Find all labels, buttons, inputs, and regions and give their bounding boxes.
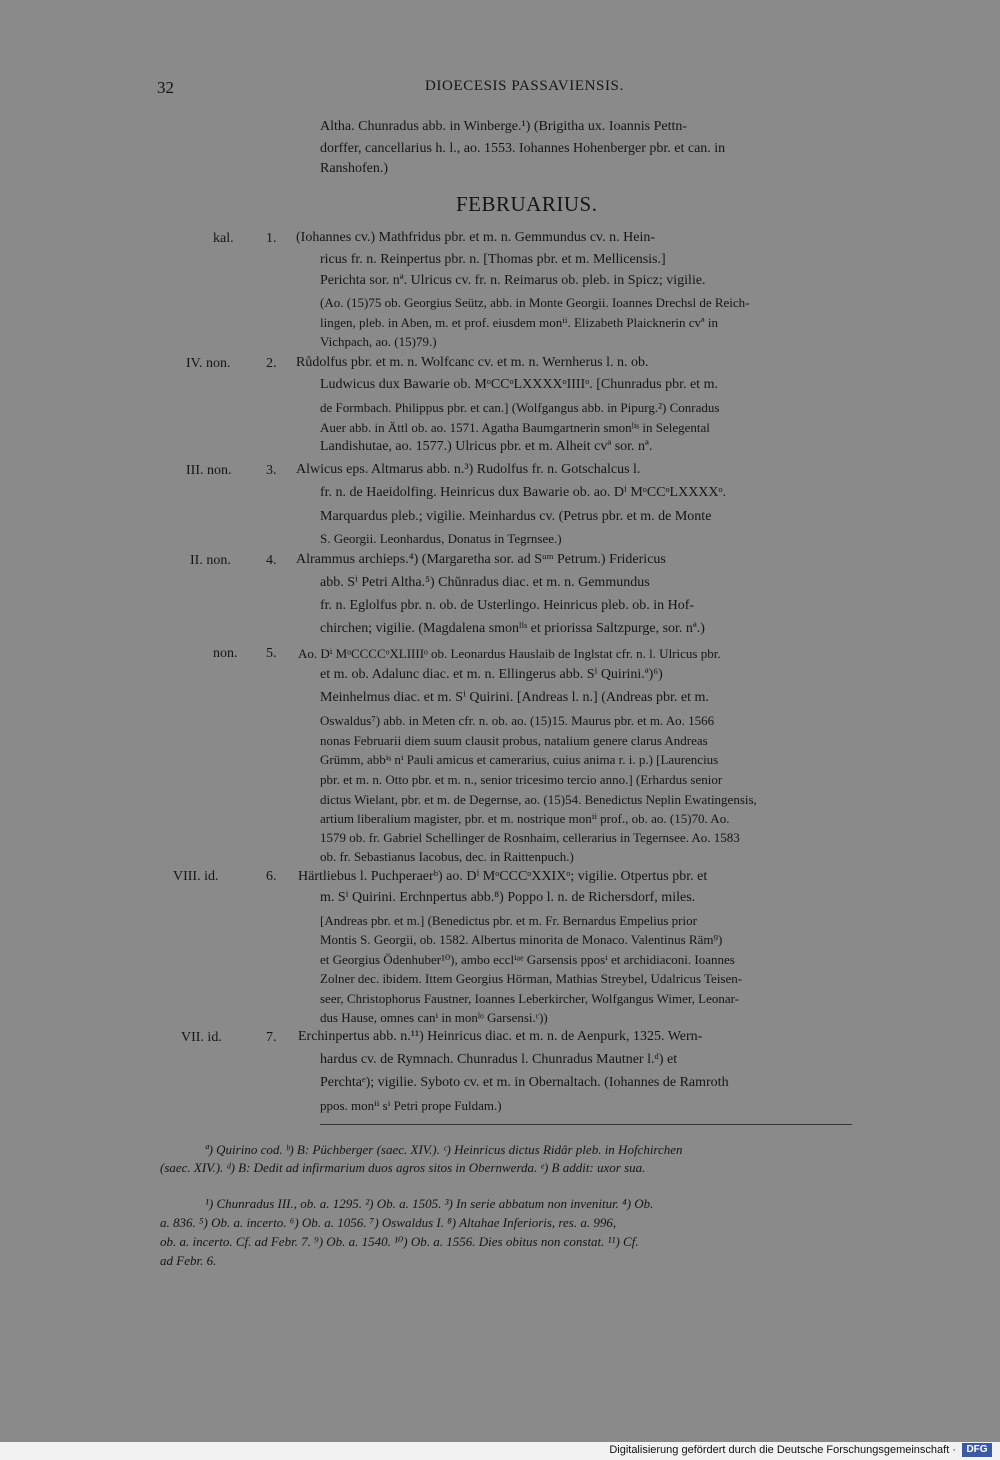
footnote-rule <box>320 1124 852 1125</box>
entry-line: Vichpach, ao. (15)79.) <box>320 334 437 349</box>
entry-line: Oswaldus⁷) abb. in Meten cfr. n. ob. ao. (15)15. Maurus pbr. et m. Ao. 1566 <box>320 713 715 728</box>
entry-line: nonas Februarii diem suum clausit probus, natalium genere clarus Andreas <box>320 733 708 748</box>
day-number: 4. <box>266 553 277 568</box>
entry-line: Erchinpertus abb. n.¹¹) Heinricus diac. et m. n. de Aenpurk, 1325. Wern- <box>298 1029 703 1044</box>
day-label: VIII. id. <box>173 869 219 884</box>
entry-line: Montis S. Georgii, ob. 1582. Albertus minorita de Monaco. Valentinus Räm⁹) <box>320 932 723 947</box>
entry-line: Perichta sor. nª. Ulricus cv. fr. n. Reimarus ob. pleb. in Spicz; vigilie. <box>320 273 706 288</box>
entry-line: Ao. Dⁱ MᵒCCCCᵒXLIIIIᵒ ob. Leonardus Hauslaib de Inglstat cfr. n. l. Ulricus pbr. <box>298 646 721 661</box>
entry-line: Marquardus pleb.; vigilie. Meinhardus cv. (Petrus pbr. et m. de Monte <box>320 509 712 524</box>
day-label: III. non. <box>186 463 232 478</box>
entry-line: Zolner dec. ibidem. Ittem Georgius Hörman, Mathias Streybel, Udalricus Teisen- <box>320 971 743 986</box>
entry-line: dus Hause, omnes canⁱ in monˡᵒ Garsensi.ᶜ)) <box>320 1010 548 1025</box>
day-label: kal. <box>213 231 234 246</box>
day-label: VII. id. <box>181 1030 222 1045</box>
entry-line: pbr. et m. n. Otto pbr. et m. n., senior tricesimo tercio anno.] (Erhardus senior <box>320 772 723 787</box>
entry-line: Ludwicus dux Bawarie ob. MᵒCCᵒLXXXXᵒIIIIᵒ. [Chunradus pbr. et m. <box>320 377 718 392</box>
entry-line: abb. Sⁱ Petri Altha.⁵) Chŭnradus diac. et m. n. Gemmundus <box>320 575 650 590</box>
entry-line: m. Sⁱ Quirini. Erchnpertus abb.⁸) Poppo l. n. de Richersdorf, miles. <box>320 890 696 905</box>
entry-line: Auer abb. in Ättl ob. ao. 1571. Agatha Baumgartnerin smonˡⁱˢ in Selegental <box>320 420 710 435</box>
entry-line: Landishutae, ao. 1577.) Ulricus pbr. et m. Alheit cvª sor. nª. <box>320 439 653 454</box>
day-number: 6. <box>266 869 277 884</box>
funding-credit: Digitalisierung gefördert durch die Deutsche Forschungsgemeinschaft · <box>609 1444 956 1456</box>
entry-line: (Ao. (15)75 ob. Georgius Seütz, abb. in Monte Georgii. Ioannes Drechsl de Reich- <box>320 295 750 310</box>
page-number: 32 <box>157 78 174 97</box>
entry-line: ob. fr. Sebastianus Iacobus, dec. in Raittenpuch.) <box>320 849 574 864</box>
entry-line: seer, Christophorus Faustner, Ioannes Leberkircher, Wolfgangus Wimer, Leonar- <box>320 991 740 1006</box>
footnote-line: ad Febr. 6. <box>160 1253 217 1268</box>
day-number: 5. <box>266 646 277 661</box>
entry-line: et m. ob. Adalunc diac. et m. n. Ellingerus abb. Sⁱ Quirini.ª)⁶) <box>320 667 663 682</box>
entry-line: fr. n. Eglolfus pbr. n. ob. de Usterlingo. Heinricus pleb. ob. in Hof- <box>320 598 695 613</box>
entry-line: Perchtaᵉ); vigilie. Syboto cv. et m. in Obernaltach. (Iohannes de Ramroth <box>320 1075 729 1090</box>
running-title: DIOECESIS PASSAVIENSIS. <box>425 78 624 94</box>
entry-line: Grümm, abbⁱˢ nⁱ Pauli amicus et camerarius, cuius anima r. i. p.) [Laurencius <box>320 752 719 767</box>
footnote-line: (saec. XIV.). ᵈ) B: Dedit ad infirmarium duos agros sitos in Obernwerda. ᵉ) B addit: uxor sua. <box>160 1160 646 1175</box>
entry-line: Meinhelmus diac. et m. Sⁱ Quirini. [Andreas l. n.] (Andreas pbr. et m. <box>320 690 709 705</box>
footnote-line: ª) Quirino cod. ᵇ) B: Püchberger (saec. XIV.). ᶜ) Heinricus dictus Ridâr pleb. in Hofchirchen <box>205 1142 683 1157</box>
footnote-line: ¹) Chunradus III., ob. a. 1295. ²) Ob. a. 1505. ³) In serie abbatum non invenitur. ⁴) Ob. <box>205 1196 654 1211</box>
footnote-line: ob. a. incerto. Cf. ad Febr. 7. ⁹) Ob. a. 1540. ¹⁰) Ob. a. 1556. Dies obitus non constat. ¹¹) Cf. <box>160 1234 639 1249</box>
entry-line: ppos. monⁱⁱ sⁱ Petri prope Fuldam.) <box>320 1098 502 1113</box>
entry-line: ricus fr. n. Reinpertus pbr. n. [Thomas pbr. et m. Mellicensis.] <box>320 252 666 267</box>
entry-line: chirchen; vigilie. (Magdalena smonˡⁱˢ et priorissa Saltzpurge, sor. nª.) <box>320 621 705 636</box>
entry-line: [Andreas pbr. et m.] (Benedictus pbr. et m. Fr. Bernardus Empelius prior <box>320 913 697 928</box>
dfg-logo[interactable]: DFG <box>962 1443 992 1457</box>
intro-line: dorffer, cancellarius h. l., ao. 1553. Iohannes Hohenberger pbr. et can. in <box>320 141 726 156</box>
day-number: 1. <box>266 231 277 246</box>
intro-line: Ranshofen.) <box>320 161 389 176</box>
month-heading: FEBRUARIUS. <box>456 192 598 216</box>
entry-line: (Iohannes cv.) Mathfridus pbr. et m. n. Gemmundus cv. n. Hein- <box>296 230 655 245</box>
entry-line: hardus cv. de Rymnach. Chunradus l. Chunradus Mautner l.ᵈ) et <box>320 1052 678 1067</box>
entry-line: S. Georgii. Leonhardus, Donatus in Tegrnsee.) <box>320 531 562 546</box>
entry-line: Alwicus eps. Altmarus abb. n.³) Rudolfus fr. n. Gotschalcus l. <box>296 462 641 477</box>
entry-line: Růdolfus pbr. et m. n. Wolfcanc cv. et m. n. Wernherus l. n. ob. <box>296 355 649 370</box>
entry-line: Alrammus archieps.⁴) (Margaretha sor. ad Sᵘᵐ Petrum.) Fridericus <box>296 552 666 567</box>
entry-line: et Georgius Ödenhuber¹⁰), ambo ecclⁱᵃᵉ Garsensis pposⁱ et archidiaconi. Ioannes <box>320 952 735 967</box>
entry-line: artium liberalium magister, pbr. et m. nostrique monⁱⁱ prof., ob. ao. (15)70. Ao. <box>320 811 730 826</box>
intro-line: Altha. Chunradus abb. in Winberge.¹) (Brigitha ux. Ioannis Pettn- <box>320 119 688 134</box>
entry-line: Härtliebus l. Puchperaerᵇ) ao. Dⁱ MᵒCCCᵒXXIXᵒ; vigilie. Otpertus pbr. et <box>298 869 708 884</box>
day-number: 7. <box>266 1030 277 1045</box>
day-label: II. non. <box>190 553 231 568</box>
day-label: non. <box>213 646 238 661</box>
day-label: IV. non. <box>186 356 231 371</box>
day-number: 3. <box>266 463 277 478</box>
entry-line: fr. n. de Haeidolfing. Heinricus dux Bawarie ob. ao. Dⁱ MᵒCCᵒLXXXXᵒ. <box>320 485 727 500</box>
entry-line: dictus Wielant, pbr. et m. de Degernse, ao. (15)54. Benedictus Neplin Ewatingensis, <box>320 792 757 807</box>
entry-line: lingen, pleb. in Aben, m. et prof. eiusdem monⁱⁱ. Elizabeth Plaicknerin cvª in <box>320 315 719 330</box>
entry-line: 1579 ob. fr. Gabriel Schellinger de Rosnhaim, cellerarius in Tegernsee. Ao. 1583 <box>320 830 740 845</box>
entry-line: de Formbach. Philippus pbr. et can.] (Wolfgangus abb. in Pipurg.²) Conradus <box>320 400 720 415</box>
day-number: 2. <box>266 356 277 371</box>
footnote-line: a. 836. ⁵) Ob. a. incerto. ⁶) Ob. a. 1056. ⁷) Oswaldus I. ⁸) Altahae Inferioris, res. a. 996, <box>160 1215 617 1230</box>
